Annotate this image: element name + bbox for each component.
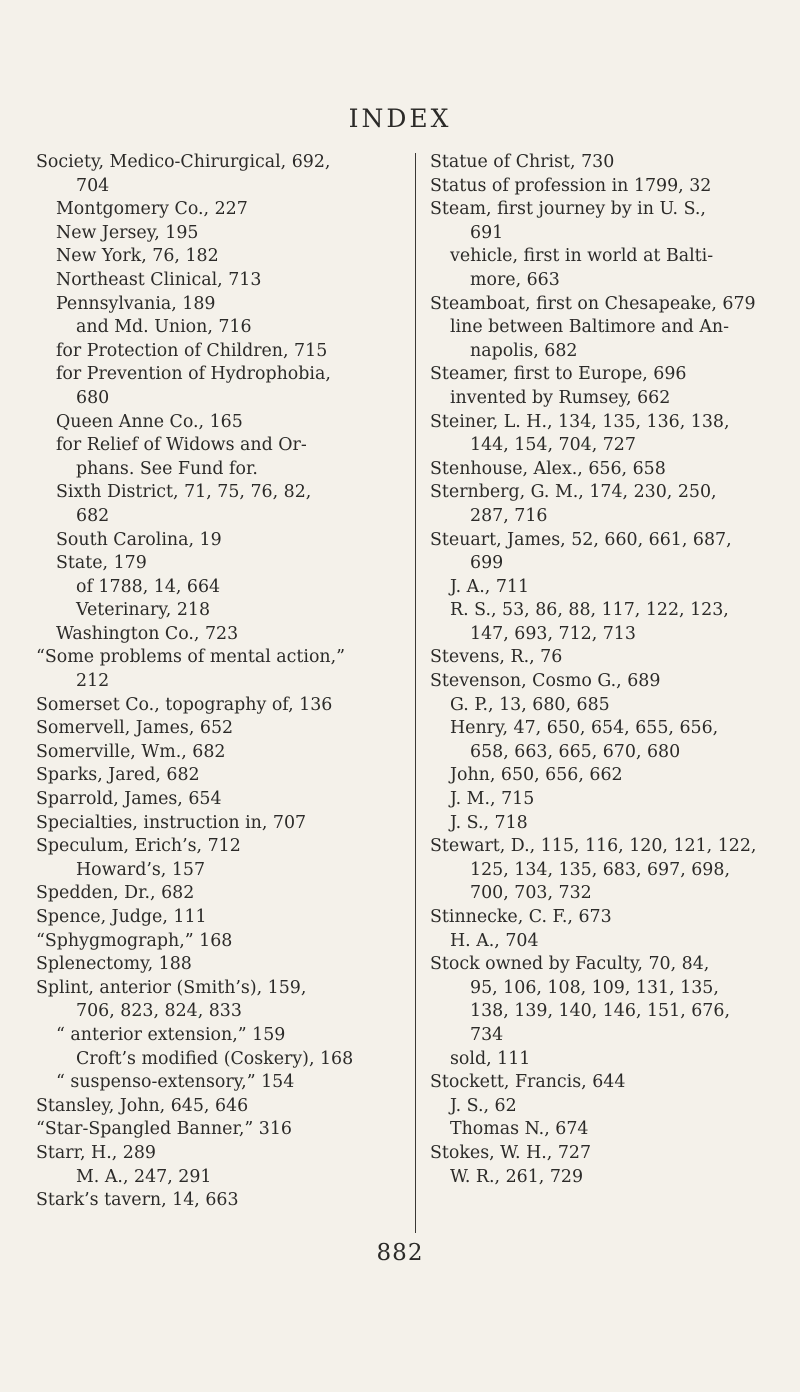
- index-entry: 212: [76, 671, 110, 692]
- index-entry: Somervell, James, 652: [36, 718, 234, 739]
- index-entry: Status of profession in 1799, 32: [430, 175, 712, 196]
- index-entry: 700, 703, 732: [470, 883, 592, 904]
- index-entry: R. S., 53, 86, 88, 117, 122, 123,: [450, 600, 729, 621]
- index-entry: 138, 139, 140, 146, 151, 676,: [470, 1001, 730, 1022]
- index-entry: 682: [76, 505, 110, 526]
- index-entry: H. A., 704: [450, 930, 539, 951]
- index-entry: New Jersey, 195: [56, 222, 199, 243]
- index-entry: “ anterior extension,” 159: [56, 1024, 286, 1045]
- index-entry: J. S., 718: [450, 812, 528, 833]
- index-entry: Howard’s, 157: [76, 859, 206, 880]
- index-entry: more, 663: [470, 269, 560, 290]
- index-entry: “Some problems of mental action,”: [36, 647, 346, 668]
- index-entry: G. P., 13, 680, 685: [450, 694, 610, 715]
- index-entry: Veterinary, 218: [76, 600, 211, 621]
- index-entry: W. R., 261, 729: [450, 1166, 584, 1187]
- index-entry: Sixth District, 71, 75, 76, 82,: [56, 482, 312, 503]
- index-column-left: [36, 151, 381, 1213]
- index-entry: line between Baltimore and An-: [450, 317, 729, 338]
- index-entry: Stewart, D., 115, 116, 120, 121, 122,: [430, 836, 757, 857]
- index-entry: 706, 823, 824, 833: [76, 1001, 242, 1022]
- index-entry: napolis, 682: [470, 340, 578, 361]
- index-entry: “Sphygmograph,” 168: [36, 930, 233, 951]
- index-entry: New York, 76, 182: [56, 246, 219, 267]
- index-entry: 691: [470, 222, 504, 243]
- index-entry: invented by Rumsey, 662: [450, 387, 671, 408]
- index-entry: Stevenson, Cosmo G., 689: [430, 671, 661, 692]
- index-entry: Steiner, L. H., 134, 135, 136, 138,: [430, 411, 730, 432]
- index-entry: John, 650, 656, 662: [450, 765, 623, 786]
- index-entry: Sparks, Jared, 682: [36, 765, 200, 786]
- index-entry: Stevens, R., 76: [430, 647, 563, 668]
- index-entry: Washington Co., 723: [56, 623, 239, 644]
- index-entry: Stinnecke, C. F., 673: [430, 907, 612, 927]
- index-entry: Steamboat, first on Chesapeake, 679: [430, 293, 756, 314]
- index-entry: Pennsylvania, 189: [56, 293, 216, 314]
- index-entry: J. S., 62: [450, 1095, 517, 1116]
- index-entry: 680: [76, 387, 110, 408]
- index-entry: Queen Anne Co., 165: [56, 411, 243, 432]
- index-column-right: [430, 151, 790, 1189]
- index-entry: State, 179: [56, 553, 147, 574]
- index-entry: Croft’s modified (Coskery), 168: [76, 1048, 354, 1069]
- index-entry: 287, 716: [470, 505, 548, 526]
- index-entry: Stockett, Francis, 644: [430, 1072, 626, 1093]
- index-entry: 95, 106, 108, 109, 131, 135,: [470, 977, 719, 998]
- index-entry: 147, 693, 712, 713: [470, 623, 636, 644]
- index-entry: 734: [470, 1024, 504, 1045]
- index-entry: for Relief of Widows and Or-: [56, 435, 307, 456]
- index-entry: J. M., 715: [450, 789, 535, 810]
- column-divider: [415, 153, 416, 1233]
- index-entry: South Carolina, 19: [56, 529, 222, 550]
- index-entry: Somerville, Wm., 682: [36, 741, 226, 762]
- page-number: 882: [376, 1240, 424, 1266]
- index-entry: 144, 154, 704, 727: [470, 435, 636, 456]
- index-entry: “Star-Spangled Banner,” 316: [36, 1119, 292, 1140]
- index-entry: Thomas N., 674: [450, 1119, 589, 1140]
- index-entry: Stokes, W. H., 727: [430, 1142, 592, 1163]
- index-entry: Stenhouse, Alex., 656, 658: [430, 458, 666, 479]
- index-entry: Steam, first journey by in U. S.,: [430, 199, 706, 220]
- index-entry: 699: [470, 553, 504, 574]
- index-entry: Statue of Christ, 730: [430, 152, 615, 172]
- page-title: INDEX: [348, 104, 452, 133]
- index-entry: Sternberg, G. M., 174, 230, 250,: [430, 482, 717, 503]
- index-entry: 704: [76, 175, 110, 196]
- index-entry: Stark’s tavern, 14, 663: [36, 1190, 239, 1211]
- index-entry: Northeast Clinical, 713: [56, 269, 262, 290]
- index-entry: vehicle, first in world at Balti-: [450, 246, 714, 267]
- index-entry: Speculum, Erich’s, 712: [36, 836, 241, 857]
- index-entry: Somerset Co., topography of, 136: [36, 694, 333, 715]
- index-entry: Stock owned by Faculty, 70, 84,: [430, 954, 710, 975]
- index-entry: Sparrold, James, 654: [36, 789, 222, 810]
- index-entry: Splenectomy, 188: [36, 954, 192, 975]
- index-entry: Splint, anterior (Smith’s), 159,: [36, 977, 307, 998]
- index-entry: phans. See Fund for.: [76, 458, 258, 479]
- index-entry: Montgomery Co., 227: [56, 199, 248, 220]
- index-entry: Stansley, John, 645, 646: [36, 1095, 249, 1116]
- index-entry: “ suspenso-extensory,” 154: [56, 1072, 295, 1093]
- index-entry: Steamer, first to Europe, 696: [430, 364, 687, 385]
- index-entry: Specialties, instruction in, 707: [36, 812, 307, 833]
- index-entry: for Prevention of Hydrophobia,: [56, 364, 331, 385]
- index-entry: Spedden, Dr., 682: [36, 883, 195, 904]
- index-entry: sold, 111: [450, 1048, 531, 1069]
- index-entry: of 1788, 14, 664: [76, 576, 221, 597]
- index-entry: 125, 134, 135, 683, 697, 698,: [470, 859, 730, 880]
- index-entry: M. A., 247, 291: [76, 1166, 212, 1187]
- index-entry: 658, 663, 665, 670, 680: [470, 741, 681, 762]
- index-entry: Henry, 47, 650, 654, 655, 656,: [450, 718, 719, 739]
- index-entry: Society, Medico-Chirurgical, 692,: [36, 152, 331, 172]
- index-entry: and Md. Union, 716: [76, 317, 252, 338]
- index-entry: for Protection of Children, 715: [56, 340, 328, 361]
- index-entry: Steuart, James, 52, 660, 661, 687,: [430, 529, 732, 550]
- index-entry: Spence, Judge, 111: [36, 907, 207, 927]
- index-entry: Starr, H., 289: [36, 1142, 156, 1163]
- index-entry: J. A., 711: [450, 576, 530, 597]
